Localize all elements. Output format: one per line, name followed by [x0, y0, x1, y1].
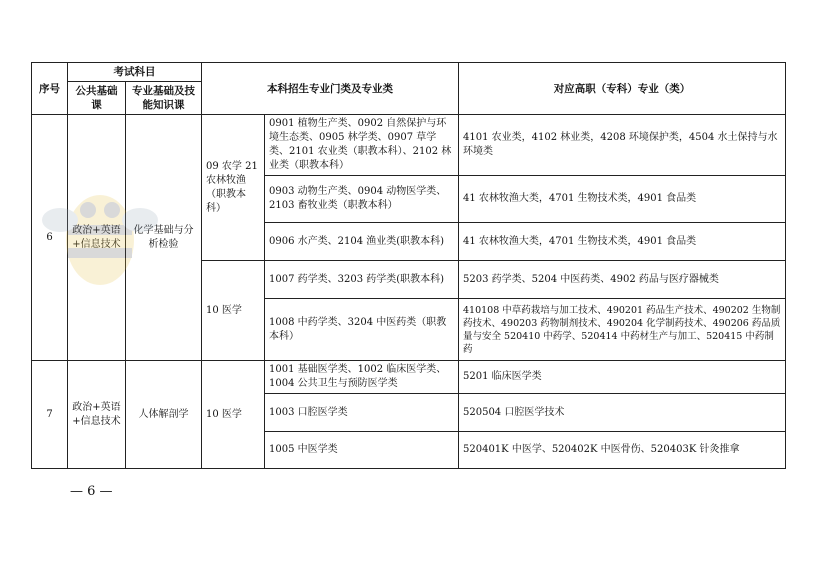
category-cell: 10 医学 — [202, 361, 265, 469]
header-undergrad-category: 本科招生专业门类及专业类 — [202, 63, 459, 115]
vocational-cell: 520401K 中医学、520402K 中医骨伤、520403K 针灸推拿 — [459, 432, 786, 469]
seq-cell: 7 — [32, 361, 68, 469]
vocational-cell: 520504 口腔医学技术 — [459, 394, 786, 432]
category-cell: 10 医学 — [202, 261, 265, 361]
professional-course-cell: 人体解剖学 — [126, 361, 202, 469]
seq-cell: 6 — [32, 115, 68, 361]
subcategory-cell: 1005 中医学类 — [265, 432, 459, 469]
subcategory-cell: 0901 植物生产类、0902 自然保护与环境生态类、0905 林学类、0907 草学类、2101 农业类（职教本科）、2102 林业类（职教本科） — [265, 115, 459, 176]
vocational-cell: 4101 农业类，4102 林业类，4208 环境保护类，4504 水土保持与水环境类 — [459, 115, 786, 176]
header-vocational-major: 对应高职（专科）专业（类） — [459, 63, 786, 115]
category-cell: 09 农学 21 农林牧渔（职教本科） — [202, 115, 265, 261]
professional-course-cell: 化学基础与分析检验 — [126, 115, 202, 361]
vocational-cell: 41 农林牧渔大类，4701 生物技术类，4901 食品类 — [459, 176, 786, 223]
header-exam-subjects: 考试科目 — [68, 63, 202, 82]
subcategory-cell: 1001 基础医学类、1002 临床医学类、1004 公共卫生与预防医学类 — [265, 361, 459, 394]
subcategory-cell: 1003 口腔医学类 — [265, 394, 459, 432]
vocational-cell: 410108 中草药栽培与加工技术、490201 药品生产技术、490202 生物制药技术、490203 药物制剂技术、490204 化学制药技术、490206 药品质量与安全 520410 中药学、520414 中药材生产与加工、520415 中药制药 — [459, 299, 786, 361]
admission-table — [31, 62, 786, 469]
header-professional-basic: 专业基础及技能知识课 — [126, 82, 202, 115]
subcategory-cell: 0903 动物生产类、0904 动物医学类、2103 畜牧业类（职教本科） — [265, 176, 459, 223]
vocational-cell: 5201 临床医学类 — [459, 361, 786, 394]
page-number: — 6 — — [70, 484, 113, 499]
public-course-cell: 政治+英语+信息技术 — [68, 115, 126, 361]
header-seq: 序号 — [32, 63, 68, 115]
vocational-cell: 41 农林牧渔大类，4701 生物技术类，4901 食品类 — [459, 223, 786, 261]
header-public-basic: 公共基础课 — [68, 82, 126, 115]
vocational-cell: 5203 药学类、5204 中医药类、4902 药品与医疗器械类 — [459, 261, 786, 299]
public-course-cell: 政治+英语+信息技术 — [68, 361, 126, 469]
subcategory-cell: 1007 药学类、3203 药学类(职教本科) — [265, 261, 459, 299]
subcategory-cell: 1008 中药学类、3204 中医药类（职教本科） — [265, 299, 459, 361]
subcategory-cell: 0906 水产类、2104 渔业类(职教本科) — [265, 223, 459, 261]
